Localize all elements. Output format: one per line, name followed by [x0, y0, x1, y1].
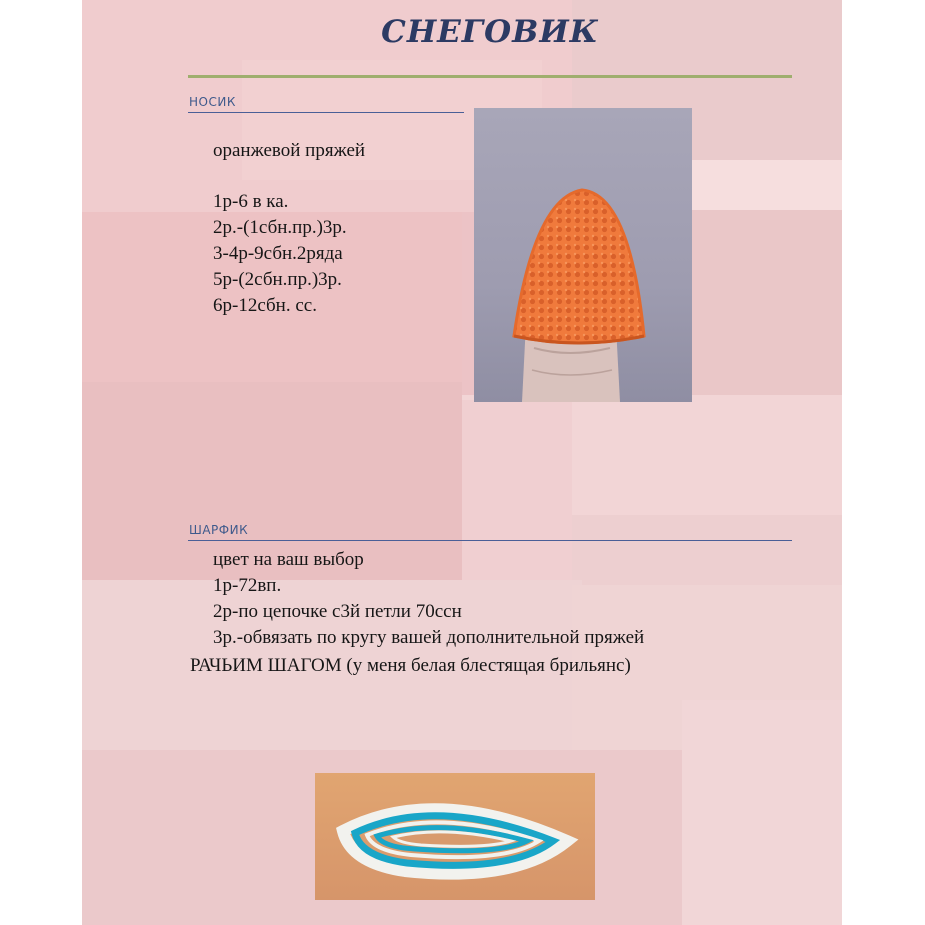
scarf-instruction-line: 2р-по цепочке с3й петли 70ссн: [213, 601, 462, 622]
nose-instruction-line: 5р-(2сбн.пр.)3р.: [213, 269, 342, 290]
scarf-instruction-line: РАЧЬИМ ШАГОМ (у меня белая блестящая брильянс): [190, 655, 631, 676]
section-heading-nose: НОСИК: [189, 95, 236, 109]
nose-instruction-line: 3-4р-9сбн.2ряда: [213, 243, 343, 264]
scarf-instruction-line: цвет на ваш выбор: [213, 549, 364, 570]
nose-instruction-line: 1р-6 в ка.: [213, 191, 289, 212]
section-rule-scarf: [188, 540, 792, 541]
scarf-instruction-line: 1р-72вп.: [213, 575, 282, 596]
crochet-scarf-image: [315, 773, 595, 900]
nose-instruction-line: 6р-12сбн. сс.: [213, 295, 317, 316]
crochet-nose-image: [474, 108, 692, 402]
nose-instruction-line: оранжевой пряжей: [213, 140, 366, 161]
title-divider: [188, 75, 792, 78]
nose-instruction-line: 2р.-(1сбн.пр.)3р.: [213, 217, 347, 238]
scarf-instruction-line: 3р.-обвязать по кругу вашей дополнительной пряжей: [213, 627, 645, 648]
scarf-photo: [315, 773, 595, 900]
section-rule-nose: [188, 112, 464, 113]
page-title: СНЕГОВИК: [381, 14, 599, 50]
section-heading-scarf: ШАРФИК: [189, 523, 249, 537]
nose-photo: [474, 108, 692, 402]
